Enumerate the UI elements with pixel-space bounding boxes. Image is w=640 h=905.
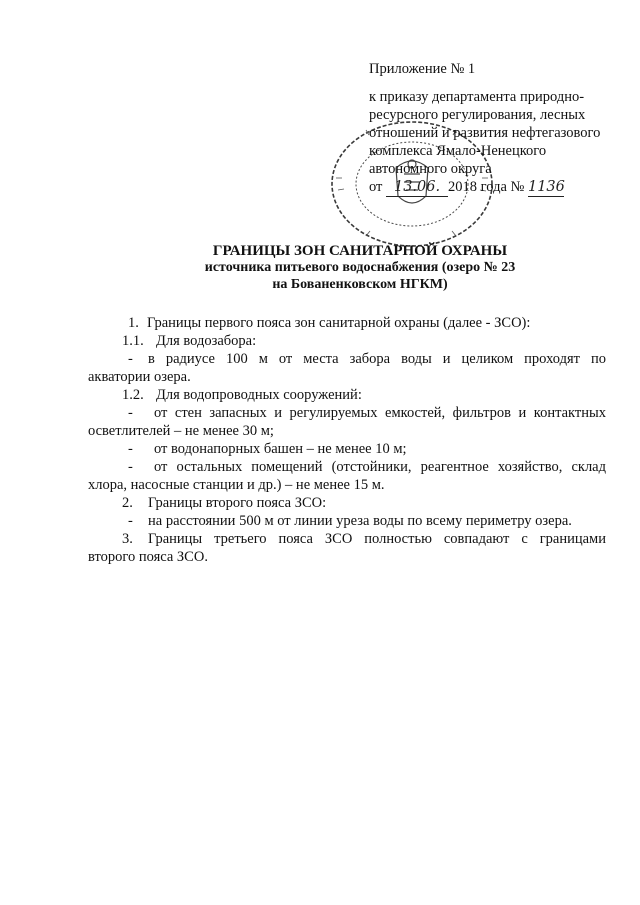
date-year: 2018 года № (448, 179, 525, 195)
item-1-1-number: 1.1. (122, 333, 144, 349)
bullet-1-dash: - (128, 351, 133, 367)
item-3-line-1: Границы третьего пояса ЗСО полностью совпадают с границами (148, 531, 606, 547)
appendix-label: Приложение № 1 (369, 61, 476, 77)
bullet-5-line-1: на расстоянии 500 м от линии уреза воды по всему периметру озера. (148, 513, 572, 529)
bullet-2-line-1: от стен запасных и регулируемых емкостей, фильтров и контактных (154, 405, 606, 421)
item-2-text: Границы второго пояса ЗСО: (148, 495, 327, 511)
bullet-5-dash: - (128, 513, 133, 529)
item-1-1-text: Для водозабора: (156, 333, 257, 349)
document-subtitle-line-2: на Бованенковском НГКМ) (272, 277, 448, 292)
bullet-1-line-2: акватории озера. (88, 369, 191, 385)
order-line-5: автономного округа (369, 161, 492, 177)
bullet-2-dash: - (128, 405, 133, 421)
order-line-1: к приказу департамента природно- (369, 89, 585, 105)
bullet-2-line-2: осветлителей – не менее 30 м; (88, 423, 274, 439)
item-3-number: 3. (122, 531, 133, 547)
order-line-3: отношений и развития нефтегазового (369, 125, 601, 141)
order-line-2: ресурсного регулирования, лесных (369, 107, 586, 123)
bullet-4-line-2: хлора, насосные станции и др.) – не менее 15 м. (88, 477, 385, 493)
order-date-line (369, 178, 564, 197)
handwritten-date: 13.06. (386, 178, 448, 197)
bullet-3-line-1: от водонапорных башен – не менее 10 м; (154, 441, 407, 457)
item-1-2-text: Для водопроводных сооружений: (156, 387, 362, 403)
order-line-4: комплекса Ямало-Ненецкого (369, 143, 547, 159)
document-title: ГРАНИЦЫ ЗОН САНИТАРНОЙ ОХРАНЫ (212, 243, 508, 259)
bullet-3-dash: - (128, 441, 133, 457)
item-1-text: Границы первого пояса зон санитарной охраны (далее - ЗСО): (147, 315, 531, 331)
item-2-number: 2. (122, 495, 133, 511)
handwritten-number: 1136 (527, 179, 565, 195)
bullet-4-dash: - (128, 459, 133, 475)
item-3-line-2: второго пояса ЗСО. (88, 549, 208, 565)
item-1-number: 1. (128, 315, 139, 331)
bullet-4-line-1: от остальных помещений (отстойники, реагентное хозяйство, склад (154, 459, 606, 475)
bullet-1-line-1: в радиусе 100 м от места забора воды и целиком проходят по (148, 351, 606, 367)
date-prefix: от (369, 179, 383, 195)
document-subtitle-line-1: источника питьевого водоснабжения (озеро № 23 (204, 260, 516, 275)
item-1-2-number: 1.2. (122, 387, 144, 403)
